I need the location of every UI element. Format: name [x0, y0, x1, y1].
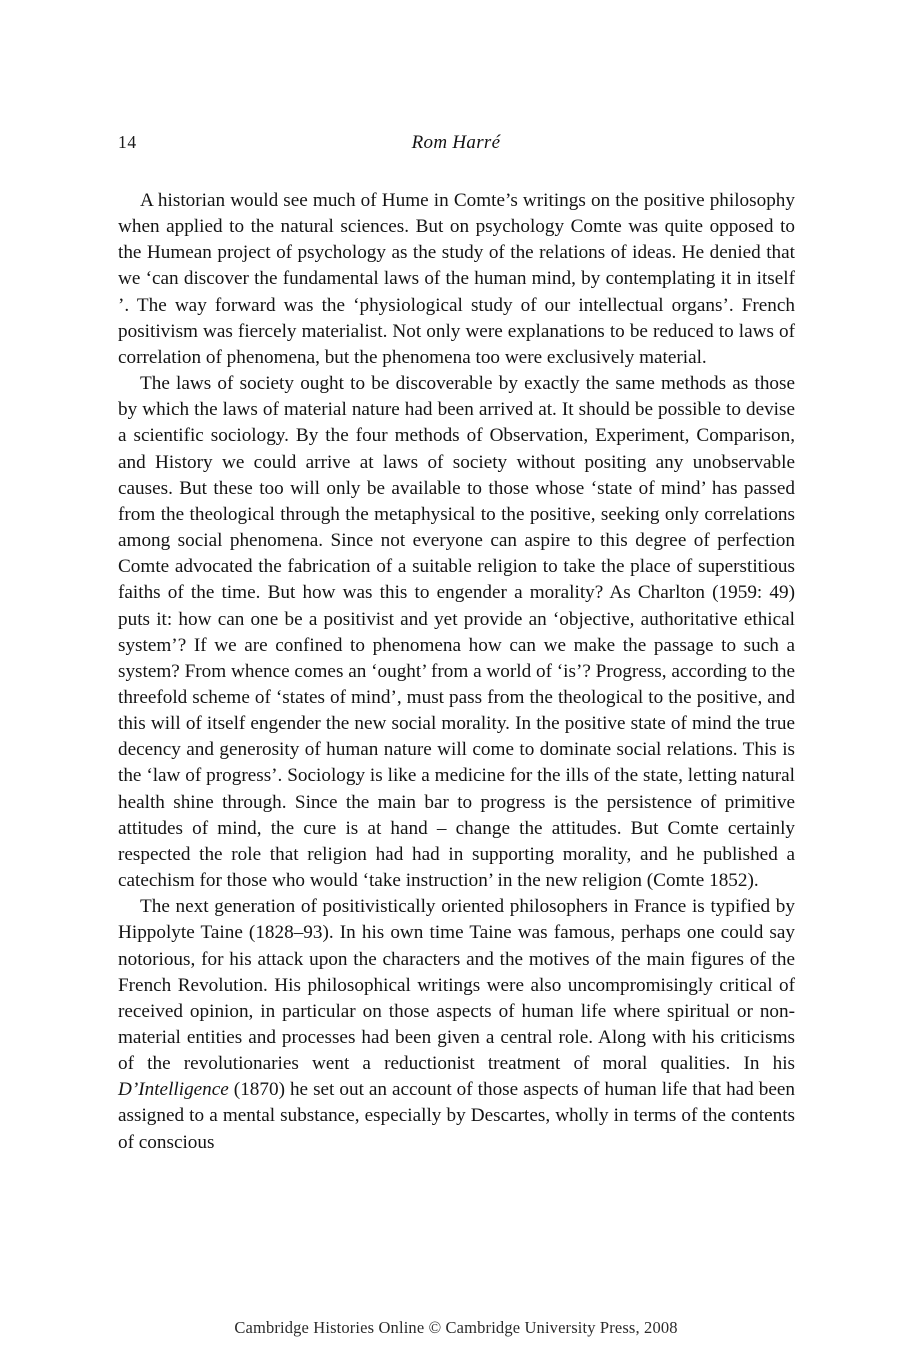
running-title: Rom Harré: [411, 132, 501, 153]
body-text-block: [118, 188, 795, 1156]
page-footer: Cambridge Histories Online © Cambridge University Press, 2008: [234, 1318, 678, 1337]
text-run: The next generation of positivistically oriented philosophers in France is typified by Hippolyte Taine (1828–93). In his own time Taine was famous, perhaps one could say notorious, for his attack upon the characters and the motives of the main figures of the French Revolution. His philosophical writings were also uncompromisingly critical of received opinion, in particular on those aspects of human life where spiritual or non-material entities and processes had been given a central role. Along with his criticisms of the revolutionaries went a reductionist treatment of moral qualities. In his: [118, 896, 795, 1075]
body-paragraph: [118, 894, 795, 1156]
body-paragraph: [118, 188, 795, 371]
text-run: A historian would see much of Hume in Comte’s writings on the positive philosophy when applied to the natural sciences. But on psychology Comte was quite opposed to the Humean project of psychology as the study of the relations of ideas. He denied that we ‘can discover the fundamental laws of the human mind, by contemplating it in itself ’. The way forward was the ‘physiological study of our intellectual organs’. French positivism was fiercely materialist. Not only were explanations to be reduced to laws of correlation of phenomena, but the phenomena too were exclusively material.: [118, 190, 795, 368]
text-run: (1870) he set out an account of those aspects of human life that had been assigned to a mental substance, especially by Descartes, wholly in terms of the contents of conscious: [118, 1079, 795, 1153]
body-paragraph: [118, 371, 795, 894]
page-number: 14: [118, 132, 137, 152]
running-head: [118, 132, 794, 158]
italic-title-run: D’Intelligence: [118, 1079, 229, 1101]
text-run: The laws of society ought to be discoverable by exactly the same methods as those by which the laws of material nature had been arrived at. It should be possible to devise a scientific sociology. By the four methods of Observation, Experiment, Comparison, and History we could arrive at laws of society without positing any unobservable causes. But these too will only be available to those whose ‘state of mind’ has passed from the theological through the metaphysical to the positive, seeking only correlations among social phenomena. Since not everyone can aspire to this degree of perfection Comte advocated the fabrication of a suitable religion to take the place of superstitious faiths of the time. But how was this to engender a morality? As Charlton (1959: 49) puts it: how can one be a positivist and yet provide an ‘objective, authoritative ethical system’? If we are confined to phenomena how can we make the passage to such a system? From whence comes an ‘ought’ from a world of ‘is’? Progress, according to the threefold scheme of ‘states of mind’, must pass from the theological to the positive, and this will of itself engender the new social morality. In the positive state of mind the true decency and generosity of human nature will come to dominate social relations. This is the ‘law of progress’. Sociology is like a medicine for the ills of the state, letting natural health shine through. Since the main bar to progress is the persistence of primitive attitudes of mind, the cure is at hand – change the attitudes. But Comte certainly respected the role that religion had had in supporting morality, and he published a catechism for those who would ‘take instruction’ in the new religion (Comte 1852).: [118, 373, 795, 892]
